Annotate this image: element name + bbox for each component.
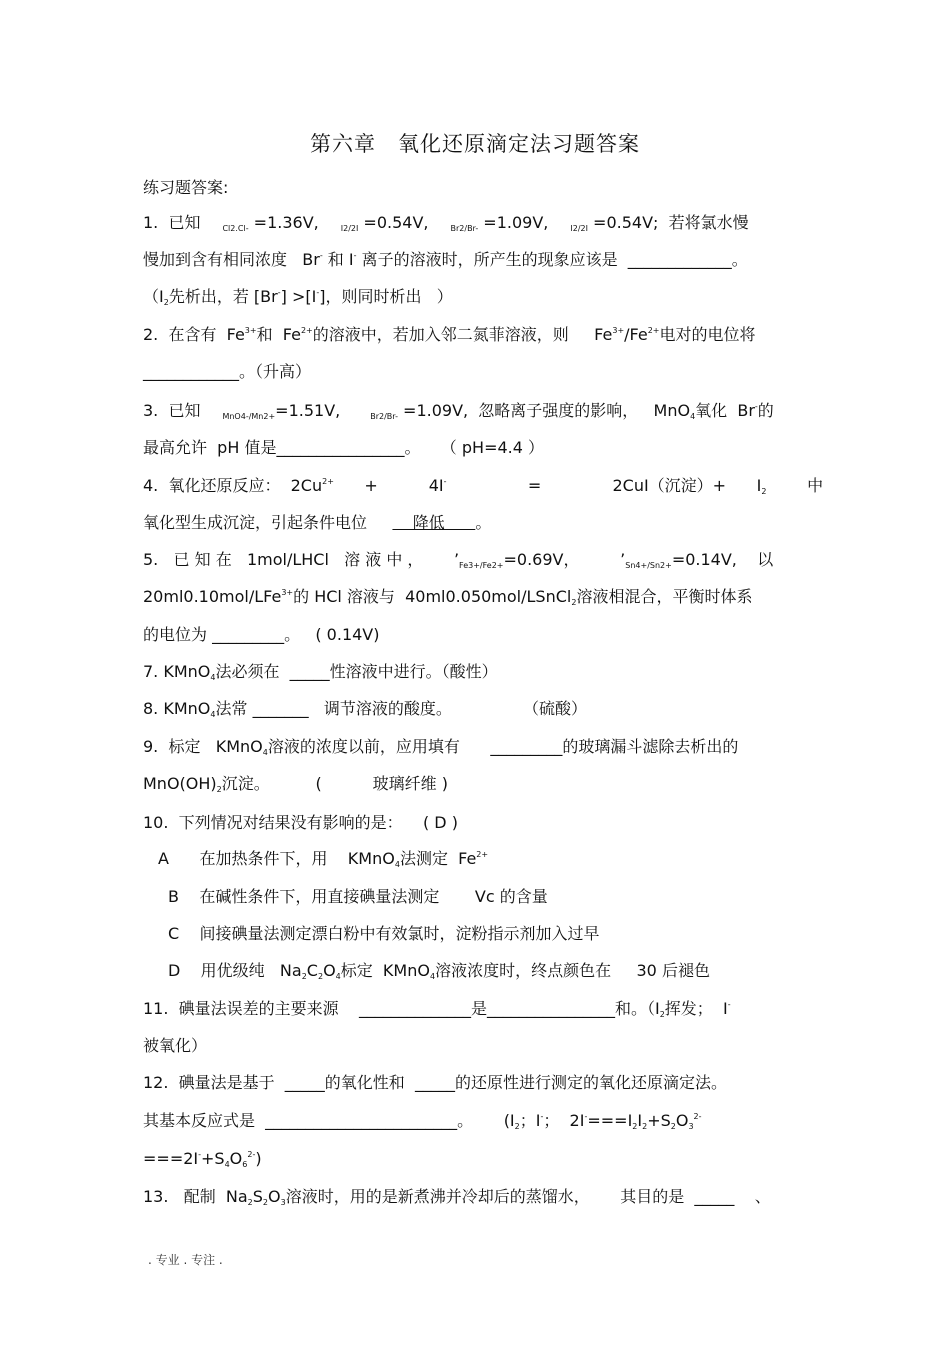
- question-13-line: 13. 配制 Na2S2O3溶液时，用的是新煮沸并冷却后的蒸馏水， 其目的是 _____ 、: [143, 1187, 771, 1207]
- intro-line: 练习题答案:: [143, 178, 229, 197]
- page-title: 第六章 氧化还原滴定法习题答案: [310, 132, 640, 156]
- question-5-line-3: 的电位为 _________。 ( 0.14V): [143, 625, 380, 644]
- question-1-line-1: 1. 已知 Cl2.Cl- =1.36V, I2/2I =0.54V, Br2/Br- =1.09V, I2/2I =0.54V; 若将氯水慢: [143, 213, 749, 233]
- question-3-line-1: 3. 已知 MnO4-/Mn2+=1.51V, Br2/Br- =1.09V, 忽略离子强度的影响， MnO4氧化 Br-的: [143, 401, 774, 421]
- question-10-option-b: B 在碱性条件下，用直接碘量法测定 Vc 的含量: [168, 887, 548, 906]
- question-3-line-2: 最高允许 pH 值是________________。 （ pH=4.4 ）: [143, 438, 545, 457]
- question-4-line-2: 氧化型生成沉淀，引起条件电位 降低 。: [143, 513, 492, 532]
- question-10-option-c: C 间接碘量法测定漂白粉中有效氯时，淀粉指示剂加入过早: [168, 924, 600, 943]
- question-12-line-2: 其基本反应式是 ________________________。 (I2；I-； $2I^-===I2I2+S2O3^{2-}$: [143, 1111, 702, 1131]
- question-10-option-d: D 用优级纯 Na2C2O4标定 KMnO4溶液浓度时，终点颜色在 30 后褪色: [168, 961, 710, 981]
- question-2-line-2: ____________。（升高）: [143, 362, 312, 381]
- question-9-line-2: MnO(OH)2沉淀。 ( 玻璃纤维 ): [143, 774, 448, 794]
- question-12-line-3: $===2I^-+S4O6^{2-}$): [143, 1149, 262, 1169]
- question-10-option-a: A 在加热条件下，用 KMnO4法测定 $Fe^{2+}$: [158, 849, 489, 869]
- page-footer: . 专业 . 专注 .: [148, 1253, 223, 1267]
- question-9-line-1: 9. 标定 KMnO4溶液的浓度以前，应用填有 _________的玻璃漏斗滤除去析出的: [143, 737, 739, 757]
- question-4-line-1: 4. 氧化还原反应： $2Cu^{2+}$ + 4I- = 2CuI（沉淀）+ I2 中: [143, 476, 824, 496]
- question-2-line-1: 2. 在含有 $Fe^{3+}$和 $Fe^{2+}$的溶液中，若加入邻二氮菲溶液，则 $Fe^{3+}/Fe^{2+}$电对的电位将: [143, 325, 756, 344]
- question-1-line-3: （I2先析出，若 [Br-] >[I-]，则同时析出 ）: [143, 287, 453, 307]
- question-10-line: 10. 下列情况对结果没有影响的是： ( D ): [143, 813, 458, 832]
- question-7-line: 7. KMnO4法必须在 _____性溶液中进行。（酸性）: [143, 662, 498, 682]
- question-11-line-1: 11. 碘量法误差的主要来源 ______________是________________和。（I2挥发； I-: [143, 999, 731, 1019]
- question-5-line-2: 20ml0.10mol/LFe$^{3+}$的 HCl 溶液与 40ml0.050mol/LSnCl2溶液相混合，平衡时体系: [143, 587, 753, 607]
- question-12-line-1: 12. 碘量法是基于 _____的氧化性和 _____的还原性进行测定的氧化还原滴定法。: [143, 1073, 727, 1092]
- question-8-line: 8. KMnO4法常 _______ 调节溶液的酸度。 （硫酸）: [143, 699, 588, 719]
- question-1-line-2: 慢加到含有相同浓度 Br- 和 I- 离子的溶液时，所产生的现象应该是 _____________。: [143, 250, 748, 269]
- question-5-line-1: 5. 已 知 在 1mol/LHCl 溶 液 中 ， ’Fe3+/Fe2+=0.69V， ’Sn4+/Sn2+=0.14V, 以: [143, 550, 774, 570]
- question-11-line-2: 被氧化）: [143, 1036, 208, 1055]
